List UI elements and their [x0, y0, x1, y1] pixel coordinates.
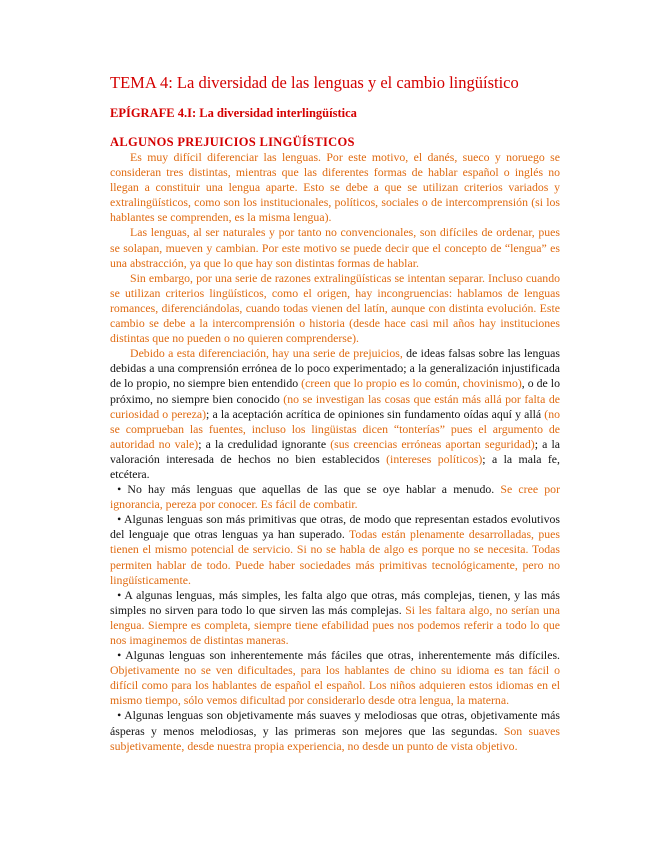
bullet-annotation: Se cree por ignorancia, pereza por conocer. Es fácil de combatir. [110, 482, 560, 512]
p4-segment: ; a la credulidad ignorante [198, 436, 331, 451]
bullet-statement: • Algunas lenguas son objetivamente más suaves y melodiosas que otras, objetivamente más ásperas y menos melodiosas, y las primeras son mejores que las segundas. [110, 708, 560, 738]
document-title: TEMA 4: La diversidad de las lenguas y el cambio lingüístico [110, 73, 519, 92]
p4-annotation: (creen que lo propio es lo común, chovinismo) [301, 376, 522, 391]
bullet-annotation: Objetivamente no se ven dificultades, para los hablantes de chino su idioma es tan fácil o difícil como para los hablantes de español el español. Los niños adquieren estos idiomas en el mismo tiempo, sólo vemos dificultad por considerarlo desde otra lengua, la materna. [110, 663, 560, 708]
p4-annotation: (sus creencias erróneas aportan seguridad) [330, 436, 535, 451]
bullet-item [110, 648, 560, 708]
paragraph-4 [110, 346, 560, 482]
p4-segment: de ideas falsas sobre las lenguas debidas a una comprensión errónea de lo poco experimentado; a la generalización injustificada de lo propio, no siempre bien entendido [110, 346, 560, 391]
p4-segment: ; a la mala fe, etcétera. [110, 451, 560, 481]
bullet-annotation: Son suaves subjetivamente, desde nuestra propia experiencia, no desde un punto de vista objetivo. [110, 723, 560, 753]
bullet-statement: • A algunas lenguas, más simples, les falta algo que otras, más complejas, tienen, y las más simples no sirven para todo lo que sirven las más complejas. [110, 587, 560, 617]
paragraph-1: Es muy difícil diferenciar las lenguas. Por este motivo, el danés, sueco y noruego se consideran tres distintas, mientras que las diferentes formas de hablar español o inglés no llegan a constituir una lengua aparte. Esto se debe a que se utilizan criterios variados y extralingüísticos, como son los institucionales, políticos, sociales o de intercomprensión (si los hablantes se comprenden, es la misma lengua). [110, 150, 560, 225]
bullet-item [110, 512, 560, 587]
epigraph-heading: EPÍGRAFE 4.I: La diversidad interlingüística [110, 106, 357, 120]
p4-segment: ; a la aceptación acrítica de opiniones sin fundamento oídas aquí y allá [206, 406, 545, 421]
paragraph-2: Las lenguas, al ser naturales y por tanto no convencionales, son difíciles de ordenar, pues se solapan, mueven y cambian. Por este motivo se puede decir que el concepto de “lengua” es una abstracción, ya que lo que hay son distintas formas de hablar. [110, 225, 560, 270]
p4-annotation: (no se comprueban las fuentes, incluso los lingüistas dicen “tonterías” pues el argumento de autoridad no vale) [110, 406, 561, 451]
bullet-statement: • No hay más lenguas que aquellas de las que se oye hablar a menudo. [117, 482, 501, 497]
bullet-annotation: Todas están plenamente desarrolladas, pues tienen el mismo potencial de servicio. Si no se habla de algo es porque no se necesita. Todas permiten hablar de todo. Puede haber sociedades más primitivas tecnológicamente, pero no lingüísticamente. [110, 527, 561, 587]
bullet-statement: • Algunas lenguas son inherentemente más fáciles que otras, inherentemente más difíciles. [117, 648, 560, 663]
paragraph-3: Sin embargo, por una serie de razones extralingüísticas se intentan separar. Incluso cuando se utilizan criterios lingüísticos, como el origen, hay incongruencias: hablamos de lenguas romances, diferenciándolas, cuando todas vienen del latín, aunque con distinta evolución. Este cambio se debe a la intercomprensión o historia (desde hace casi mil años hay instituciones distintas que no pueden o no quieren comprenderse). [110, 270, 560, 346]
p4-annotation: (intereses políticos) [386, 451, 483, 466]
bullet-item [110, 588, 560, 648]
bullet-item [110, 708, 560, 753]
bullet-item [110, 482, 560, 512]
bullet-statement: • Algunas lenguas son más primitivas que otras, de modo que representan estados evolutivos del lenguaje que otras lenguas ya han superado. [110, 512, 560, 542]
section-heading: ALGUNOS PREJUICIOS LINGÜÍSTICOS [110, 135, 355, 149]
p4-annotation: (no se investigan las cosas que están más allá por falta de curiosidad o pereza) [110, 391, 560, 421]
bullet-annotation: Si les faltara algo, no serían una lengua. Siempre es completa, siempre tiene efabilidad pues nos podemos referir a todo lo que nos imaginemos de distintas maneras. [110, 602, 561, 647]
p4-segment: ; a la valoración interesada de hechos no bien establecidos [110, 436, 560, 466]
p4-segment: Debido a esta diferenciación, hay una serie de prejuicios, [130, 346, 407, 361]
document-content [110, 72, 560, 754]
p4-segment: , o de lo próximo, no siempre bien conocido [110, 376, 560, 406]
